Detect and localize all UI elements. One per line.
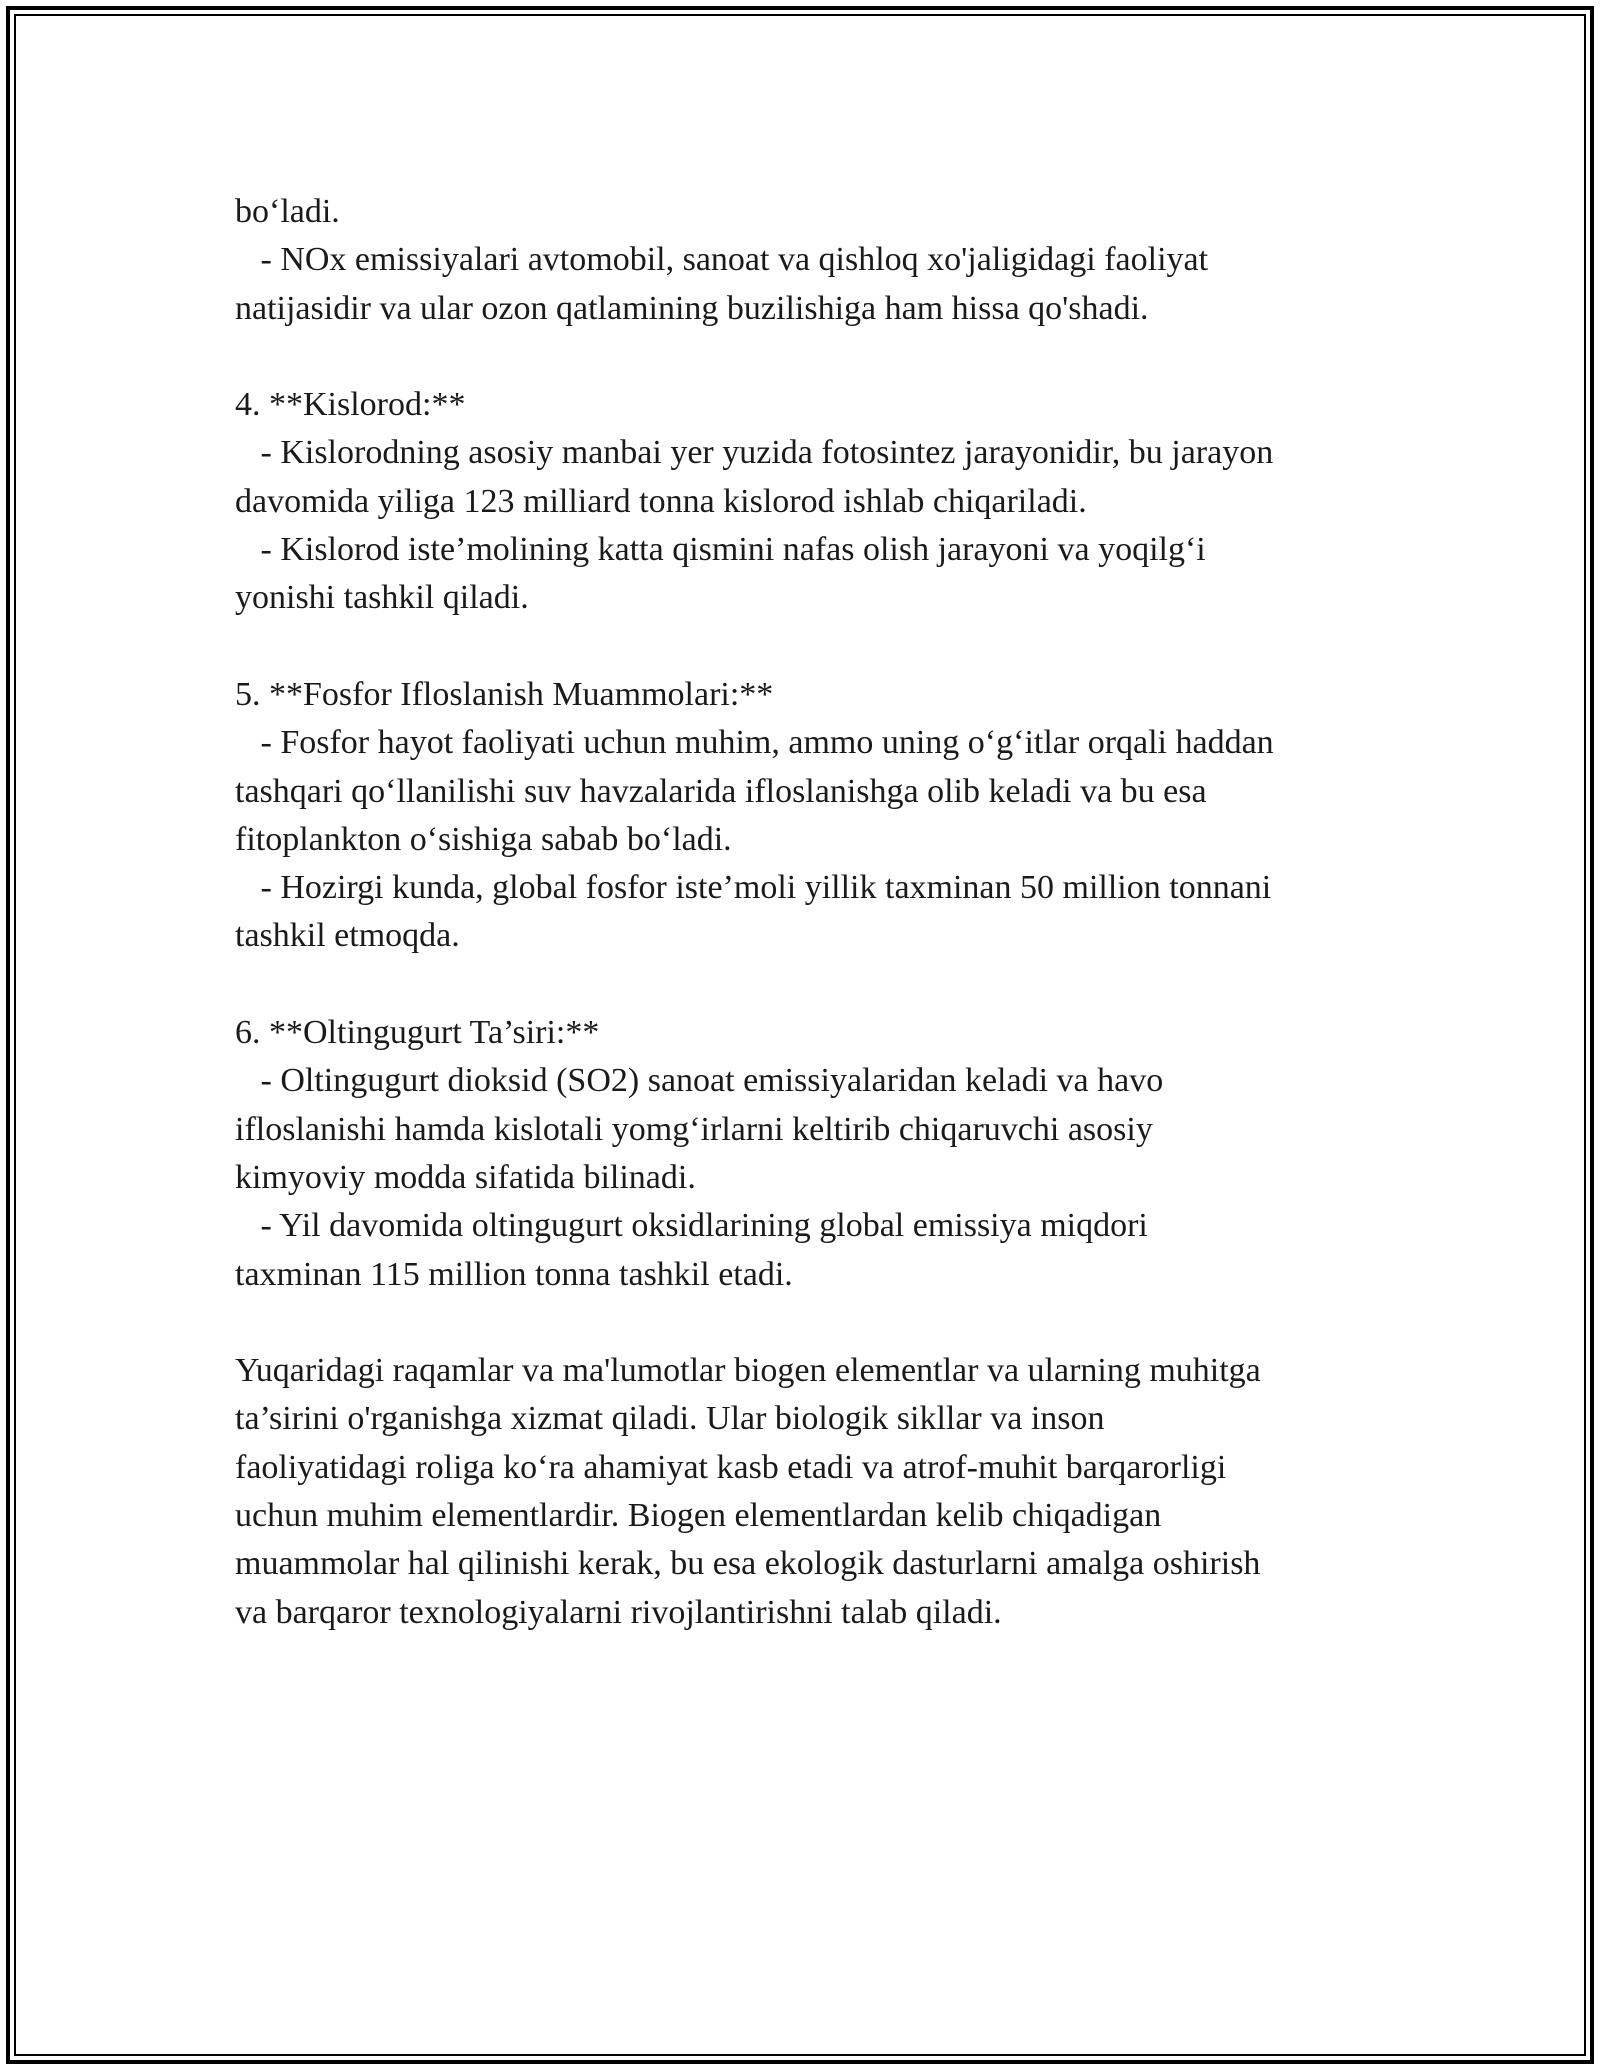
blank-line	[235, 623, 1415, 671]
text-line: yonishi tashkil qiladi.	[235, 579, 529, 617]
text-line: uchun muhim elementlardir. Biogen elementlardan kelib chiqadigan	[235, 1497, 1162, 1535]
text-line: ta’sirini o'rganishga xizmat qiladi. Ular biologik sikllar va inson	[235, 1400, 1105, 1438]
blank-line	[235, 1299, 1415, 1347]
conclusion-paragraph	[235, 1347, 1415, 1637]
text-line: - Kislorod iste’molining katta qismini nafas olish jarayoni va yoqilg‘i	[235, 531, 1206, 569]
blank-line	[235, 333, 1415, 381]
document-body	[235, 188, 1415, 1637]
text-line: kimyoviy modda sifatida bilinadi.	[235, 1158, 696, 1196]
text-line: - NOx emissiyalari avtomobil, sanoat va qishloq xo'jaligidagi faoliyat	[235, 241, 1209, 279]
blank-line	[235, 961, 1415, 1009]
text-line: - Oltingugurt dioksid (SO2) sanoat emissiyalaridan keladi va havo	[235, 1062, 1164, 1100]
section-heading: 4. **Kislorod:**	[235, 386, 466, 424]
text-line: natijasidir va ular ozon qatlamining buzilishiga ham hissa qo'shadi.	[235, 289, 1149, 327]
text-line: muammolar hal qilinishi kerak, bu esa ekologik dasturlarni amalga oshirish	[235, 1545, 1261, 1583]
text-line: davomida yiliga 123 milliard tonna kislorod ishlab chiqariladi.	[235, 482, 1087, 520]
text-line: faoliyatidagi roliga ko‘ra ahamiyat kasb etadi va atrof-muhit barqarorligi	[235, 1448, 1227, 1486]
text-line: - Kislorodning asosiy manbai yer yuzida fotosintez jarayonidir, bu jarayon	[235, 434, 1274, 472]
text-line: - Yil davomida oltingugurt oksidlarining global emissiya miqdori	[235, 1207, 1148, 1245]
text-line: va barqaror texnologiyalarni rivojlantirishni talab qiladi.	[235, 1593, 1002, 1631]
text-line: fitoplankton o‘sishiga sabab bo‘ladi.	[235, 820, 732, 858]
text-line: - Hozirgi kunda, global fosfor iste’moli yillik taxminan 50 million tonnani	[235, 869, 1272, 907]
section-heading: 6. **Oltingugurt Ta’siri:**	[235, 1014, 600, 1052]
text-line: Yuqaridagi raqamlar va ma'lumotlar biogen elementlar va ularning muhitga	[235, 1352, 1261, 1390]
continuation-paragraph	[235, 188, 1415, 333]
text-line: ifloslanishi hamda kislotali yomg‘irlarni keltirib chiqaruvchi asosiy	[235, 1110, 1153, 1148]
text-line: tashqari qo‘llanilishi suv havzalarida ifloslanishga olib keladi va bu esa	[235, 772, 1207, 810]
section-kislorod	[235, 381, 1415, 622]
text-line: tashkil etmoqda.	[235, 917, 460, 955]
section-heading: 5. **Fosfor Ifloslanish Muammolari:**	[235, 675, 774, 713]
text-line: taxminan 115 million tonna tashkil etadi.	[235, 1255, 793, 1293]
section-fosfor	[235, 671, 1415, 961]
text-line: - Fosfor hayot faoliyati uchun muhim, ammo uning o‘g‘itlar orqali haddan	[235, 724, 1274, 762]
text-line: bo‘ladi.	[235, 193, 340, 230]
section-oltingugurt	[235, 1009, 1415, 1299]
